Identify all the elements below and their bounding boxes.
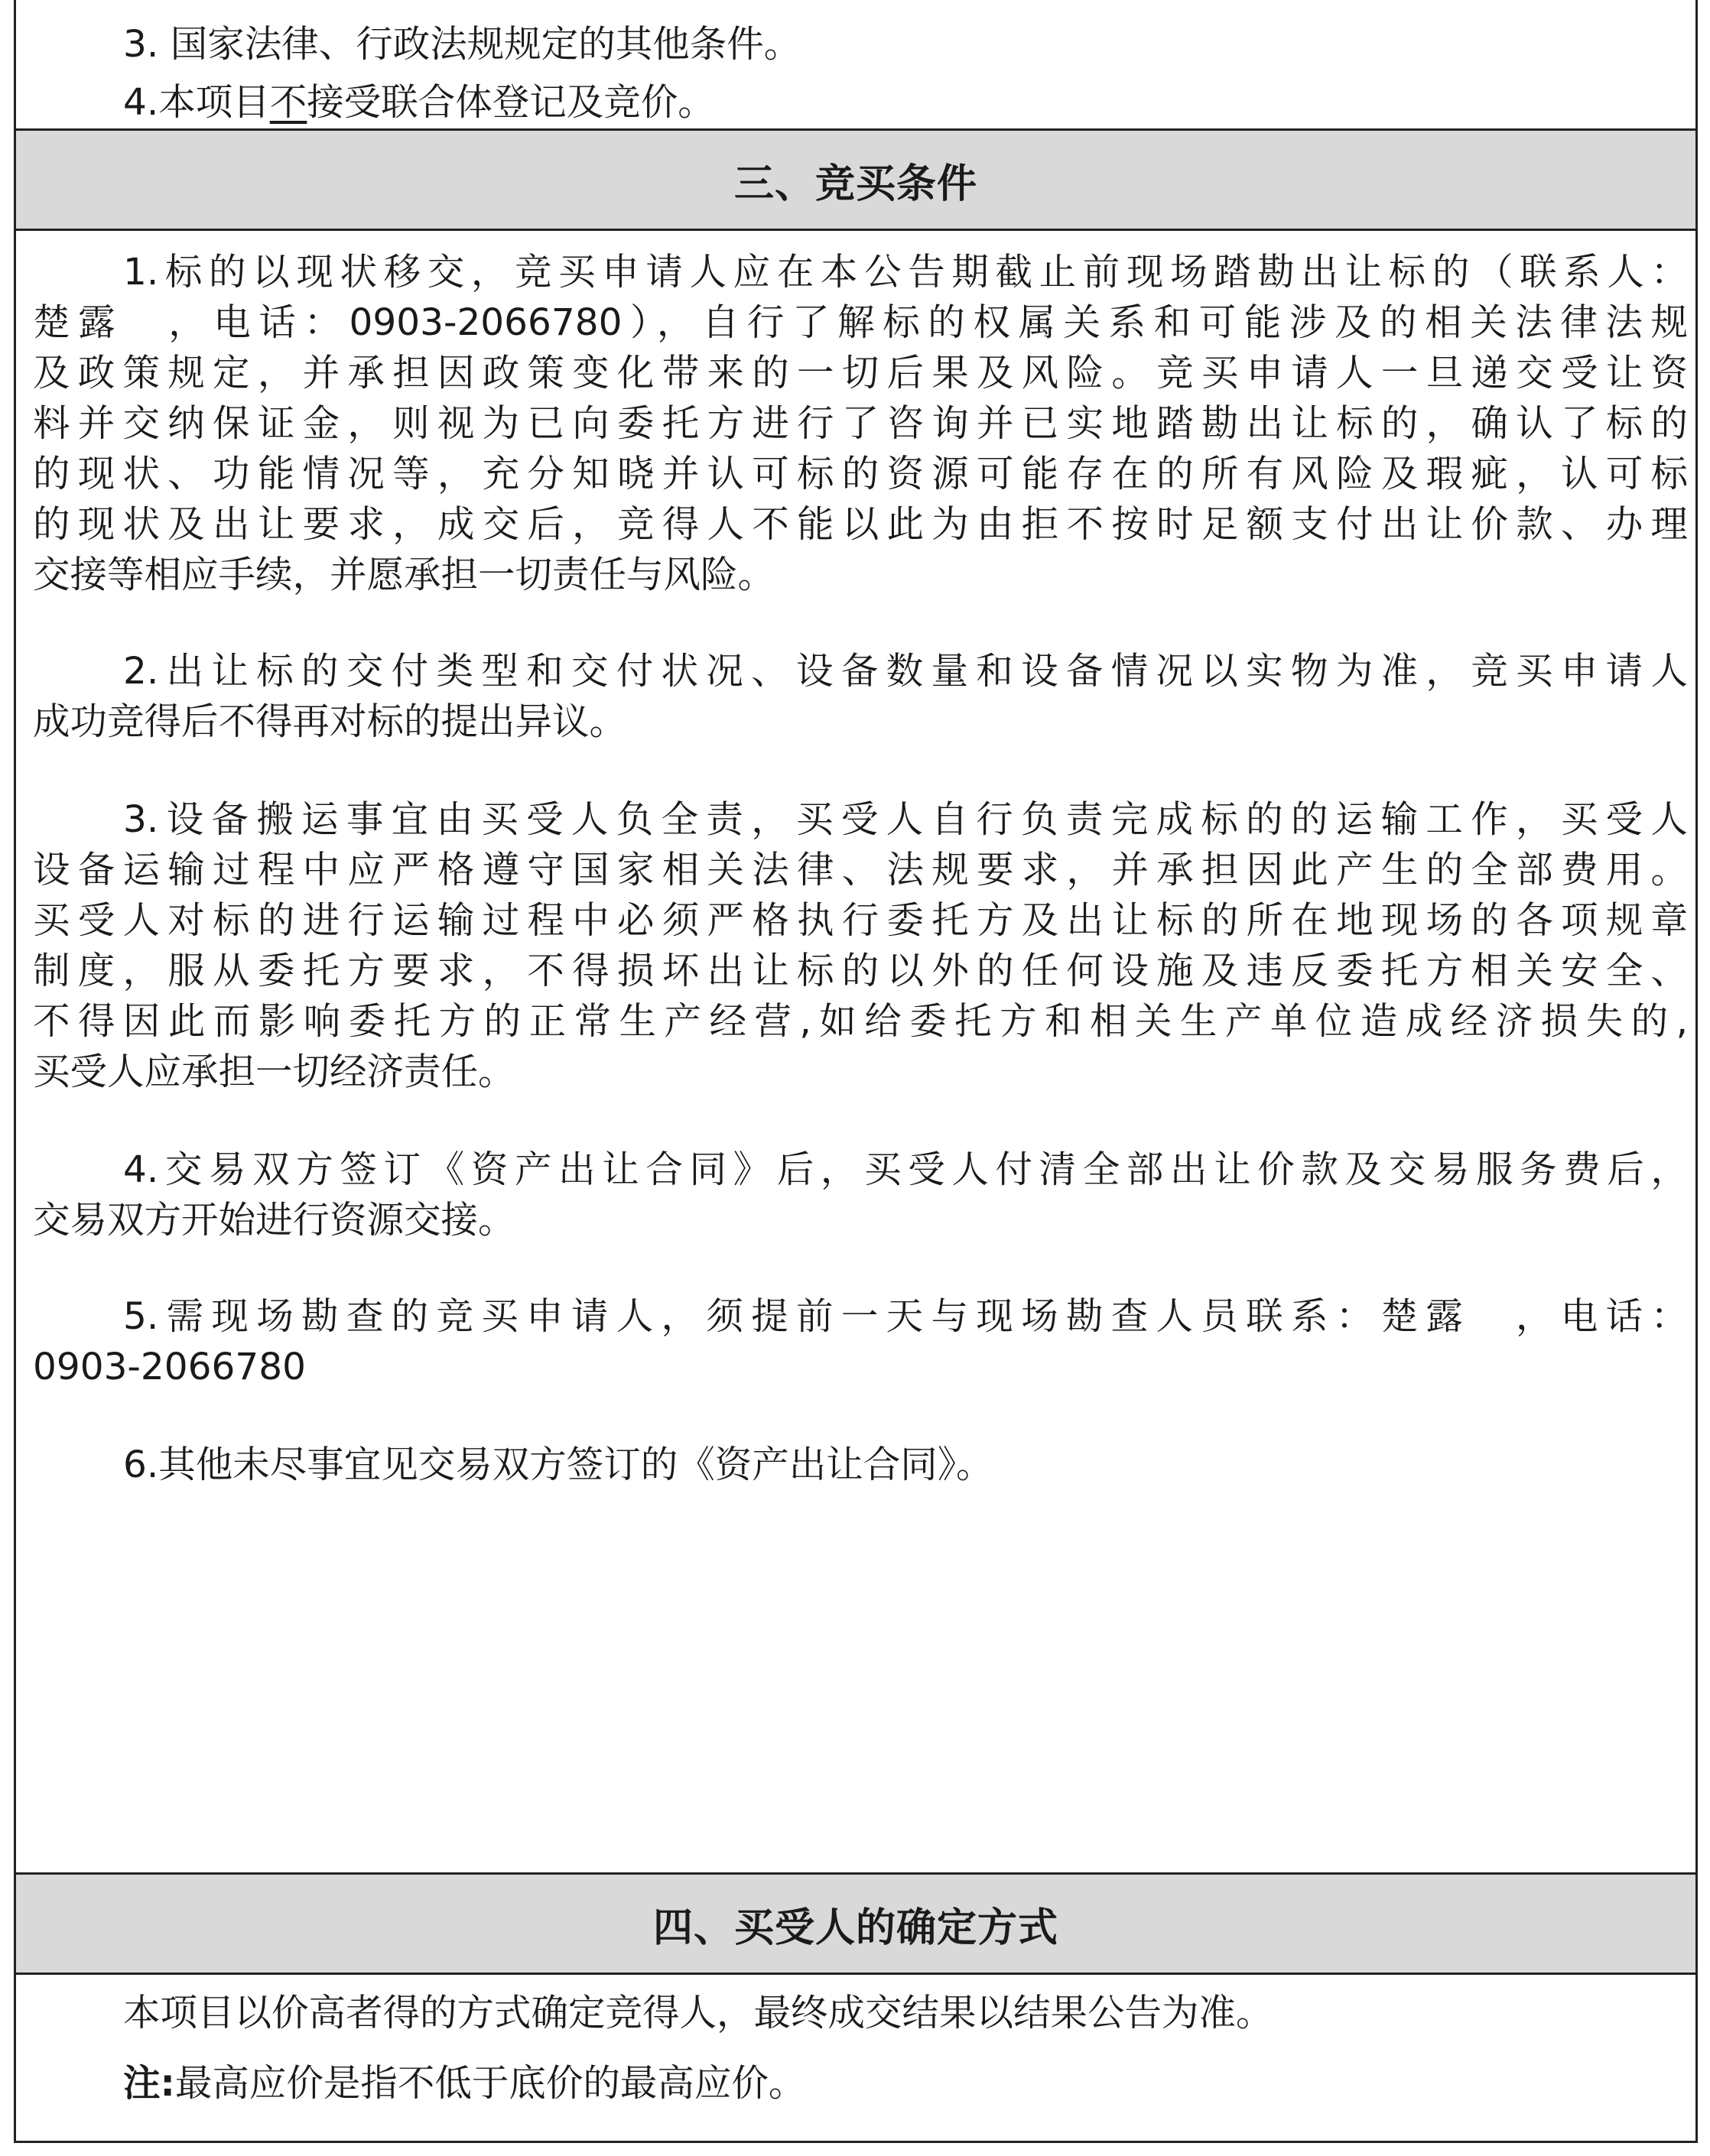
section-4-header (16, 1872, 1695, 1975)
p5-line: 0903-2066780 (33, 1346, 306, 1388)
note-label: 注: (123, 2062, 175, 2105)
p2-line: 2.出让标的交付类型和交付状况、设备数量和设备情况以实物为准，竞买申请人 (123, 650, 1688, 693)
p6-line: 6.其他未尽事宜见交易双方签订的《资产出让合同》。 (123, 1443, 993, 1486)
section-4-body (16, 1975, 1695, 2141)
p3-line: 3.设备搬运事宜由买受人负全责，买受人自行负责完成标的的运输工作，买受人 (123, 798, 1688, 841)
p3-line: 买受人应承担一切经济责任。 (33, 1050, 515, 1093)
p3-line: 制度，服从委托方要求，不得损坏出让标的以外的任何设施及违反委托方相关安全、 (33, 950, 1688, 992)
p1-line: 的现状及出让要求，成交后，竞得人不能以此为由拒不按时足额支付出让价款、办理 (33, 503, 1688, 546)
p1-line: 料并交纳保证金，则视为已向委托方进行了咨询并已实地踏勘出让标的，确认了标的 (33, 402, 1688, 445)
item-3: 3. 国家法律、行政法规规定的其他条件。 (123, 23, 801, 66)
note-line (16, 2047, 1695, 2120)
p1-line: 1.标的以现状移交，竞买申请人应在本公告期截止前现场踏勘出让标的（联系人： (123, 251, 1688, 294)
p3-line: 不得因此而影响委托方的正常生产经营,如给委托方和相关生产单位造成经济损失的, (33, 1000, 1688, 1043)
section-3-title: 三、竞买条件 (733, 161, 977, 207)
p4-line: 交易双方开始进行资源交接。 (33, 1199, 515, 1242)
p3-line: 设备运输过程中应严格遵守国家相关法律、法规要求，并承担因此产生的全部费用。 (33, 849, 1688, 891)
item-4: 4.本项目不接受联合体登记及竞价。 (123, 81, 715, 124)
section-3-header (16, 128, 1695, 231)
document-table (14, 0, 1698, 2143)
p3-line: 买受人对标的进行运输过程中必须严格执行委托方及出让标的所在地现场的各项规章 (33, 899, 1688, 942)
eligibility-tail (16, 0, 1695, 128)
p1-line: 楚露 ，电话：0903-2066780），自行了解标的权属关系和可能涉及的相关法律法规 (33, 301, 1688, 344)
p1-line: 及政策规定，并承担因政策变化带来的一切后果及风险。竞买申请人一旦递交受让资 (33, 352, 1688, 395)
note-text: 最高应价是指不低于底价的最高应价。 (174, 2062, 806, 2105)
underlined-not: 不 (269, 81, 307, 124)
p5-line: 5.需现场勘查的竞买申请人，须提前一天与现场勘查人员联系：楚露 ，电话： (123, 1295, 1688, 1338)
section-4-title: 四、买受人的确定方式 (652, 1904, 1058, 1951)
determination-text: 本项目以价高者得的方式确定竞得人，最终成交结果以结果公告为准。 (123, 1992, 1273, 2034)
p1-line: 交接等相应手续，并愿承担一切责任与风险。 (33, 554, 775, 596)
p2-line: 成功竞得后不得再对标的提出异议。 (33, 700, 627, 743)
p4-line: 4.交易双方签订《资产出让合同》后，买受人付清全部出让价款及交易服务费后， (123, 1148, 1688, 1191)
section-3-body (16, 231, 1695, 1872)
p1-line: 的现状、功能情况等，充分知晓并认可标的资源可能存在的所有风险及瑕疵，认可标 (33, 453, 1688, 495)
